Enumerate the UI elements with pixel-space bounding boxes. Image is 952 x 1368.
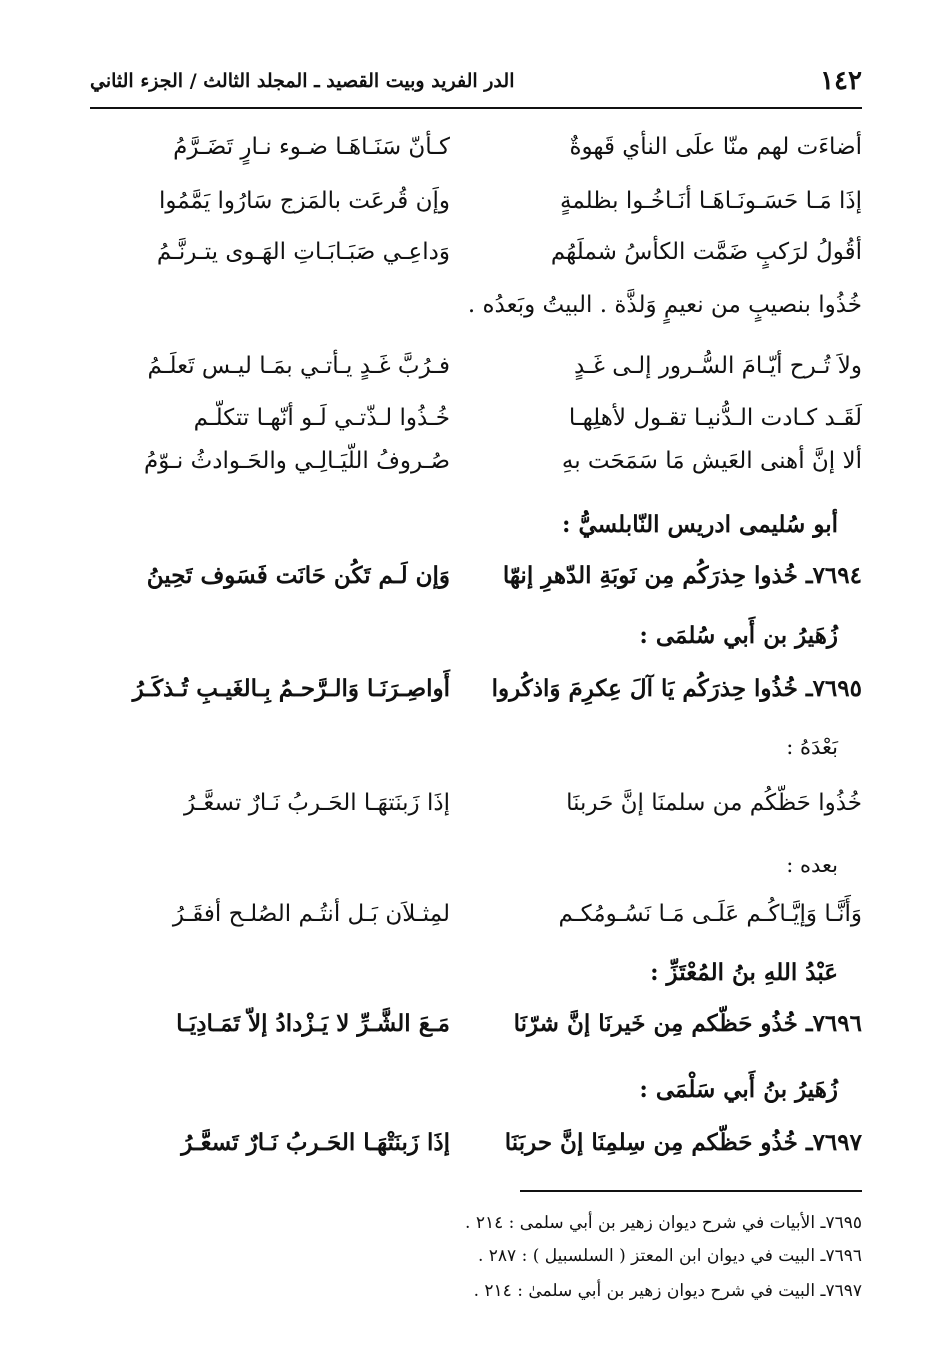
verse-second-hemistich: وَداعِـي صَبَـابَـاتِ الهَـوى يتـرنَّـمُ bbox=[156, 239, 450, 265]
verse-line bbox=[90, 1118, 862, 1168]
poet-name: عَبْدُ اللهِ بنُ المُعْتَزِّ : bbox=[650, 959, 838, 986]
verse-first-hemistich: أقُولُ لرَكبٍ ضَمَّت الكأسُ شملَهُم bbox=[550, 239, 862, 265]
verse-second-hemistich: لمِثـلاَن بَـل أنتُـم الصُلـح أفقَـرُ bbox=[172, 901, 450, 927]
verse-first-hemistich: ٧٦٩٥ـ خُذُوا حِذرَكُم يَا آلَ عِكرِمَ وَاذكُروا bbox=[491, 675, 862, 702]
verse-line bbox=[90, 551, 862, 601]
page-number: ١٤٢ bbox=[820, 66, 862, 96]
verse-second-hemistich: وَإن لَـم تَكُن حَانَت فَسَوف تَحِينُ bbox=[146, 562, 450, 589]
header-rule bbox=[90, 107, 862, 109]
footnote-text: ٧٦٩٥ـ الأبيات في شرح ديوان زهير بن أبي سلمى : ٢١٤ . bbox=[465, 1213, 862, 1233]
after-it-label bbox=[90, 840, 862, 890]
verse-line bbox=[90, 341, 862, 391]
verse-first-hemistich: لَقَـد كـادت الـدُّنيـا تقـول لأهلِهـا bbox=[568, 405, 862, 431]
verse-first-hemistich: وَأَنَّـا وَإيَّـاكُـم عَلَـى مَـا نَسُـومُكـم bbox=[558, 901, 862, 927]
verse-line bbox=[90, 436, 862, 486]
verse-first-hemistich: ٧٦٩٤ـ خُذوا حِذرَكُم مِن نَوبَةِ الدّهرِ إنهّا bbox=[502, 562, 862, 589]
text-line: بَعْدَهُ : bbox=[786, 735, 838, 759]
verse-first-hemistich: خُذُوا حَظّكُم من سلمنَا إنَّ حَربنَا bbox=[566, 790, 862, 816]
verse-line bbox=[90, 122, 862, 172]
poet-attribution bbox=[90, 611, 862, 661]
verse-second-hemistich: أَواصِـرَنَـا وَالـرَّحـمُ بِـالغَيـبِ تُـذكَـرُ bbox=[132, 675, 450, 702]
verse-first-hemistich: ولاَ تُـرح أيّـامَ السُّـرور إلـى غَـدٍ bbox=[574, 353, 862, 379]
verse-second-hemistich: صُـروفُ اللّيَـالِـي والحَـوادثُ نـوّمُ bbox=[144, 448, 450, 474]
verse-second-hemistich: خُـذُوا لـذّتـي لَـو أنّهـا تتكلّـم bbox=[193, 405, 450, 431]
verse-second-hemistich: وإَن قُرعَت بالمَزج سَارُوا يَمَّمُوا bbox=[158, 188, 450, 214]
verse-line bbox=[90, 227, 862, 277]
poet-attribution bbox=[90, 1065, 862, 1115]
text-line: بعده : bbox=[786, 853, 838, 877]
verse-second-hemistich: فـرُبَّ غَـدٍ يـأتـي بمَـا ليـس تَعلَـمُ bbox=[147, 353, 450, 379]
verse-second-hemistich: مَـعَ الشَّـرِّ لا يَـزْدادُ إلاّ تَمَـادِيَـا bbox=[176, 1010, 450, 1037]
verse-second-hemistich: إذَا زَبنَتْهَـا الحَـربُ نَـارٌ تَسعَّـرُ bbox=[181, 1129, 450, 1156]
verse-first-hemistich: ٧٦٩٦ـ خُذُو حَظّكم مِن خَيرنَا إنَّ شرّنَا bbox=[513, 1010, 862, 1037]
footnote bbox=[90, 1241, 862, 1271]
prose-line bbox=[90, 280, 862, 330]
poet-name: أبو سُليمى ادريس النّابلسيُّ : bbox=[562, 511, 838, 538]
verse-first-hemistich: ألا إنَّ أهنى العَيش مَا سَمَحَت بهِ bbox=[561, 448, 862, 474]
footnote bbox=[90, 1208, 862, 1238]
text-line: خُذُوا بنصيبٍ من نعيمٍ وَلذَّة . البيتُ وبَعدُه . bbox=[467, 292, 862, 318]
poet-attribution bbox=[90, 500, 862, 550]
footnote bbox=[90, 1276, 862, 1306]
verse-second-hemistich: كـأنّ سَنَـاهَـا ضـوء نـارٍ تَضَـرَّمُ bbox=[173, 134, 450, 160]
poet-name: زُهَيرُ بن أَبي سُلمَى : bbox=[639, 622, 838, 649]
poet-name: زُهَيرُ بنُ أَبي سَلْمَى : bbox=[639, 1076, 838, 1103]
footnote-text: ٧٦٩٦ـ البيت في ديوان ابن المعتز ( السلسبيل ) : ٢٨٧ . bbox=[477, 1246, 862, 1266]
verse-line bbox=[90, 176, 862, 226]
verse-line bbox=[90, 889, 862, 939]
verse-line bbox=[90, 999, 862, 1049]
verse-first-hemistich: أضاءَت لهم منّا علَى النأي قَهوةٌ bbox=[569, 134, 862, 160]
footnote-text: ٧٦٩٧ـ البيت في شرح ديوان زهير بن أبي سلمىٰ : ٢١٤ . bbox=[473, 1281, 862, 1301]
running-title: الدر الفريد وبيت القصيد ـ المجلد الثالث / الجزء الثاني bbox=[90, 70, 515, 92]
verse-first-hemistich: إذَا مَـا حَسَـونَـاهَـا أنَـاخُـوا بظلمةٍ bbox=[560, 188, 862, 214]
verse-second-hemistich: إذَا زَبنَتهَـا الحَـربُ نَـارٌ تسعَّـرُ bbox=[183, 790, 450, 816]
verse-first-hemistich: ٧٦٩٧ـ خُذُو حَظّكم مِن سِلمِنَا إنَّ حربَنَا bbox=[504, 1129, 862, 1156]
poet-attribution bbox=[90, 948, 862, 998]
page-header bbox=[90, 66, 862, 100]
verse-line bbox=[90, 778, 862, 828]
verse-line bbox=[90, 664, 862, 714]
after-it-label bbox=[90, 722, 862, 772]
footnote-rule bbox=[520, 1190, 862, 1192]
